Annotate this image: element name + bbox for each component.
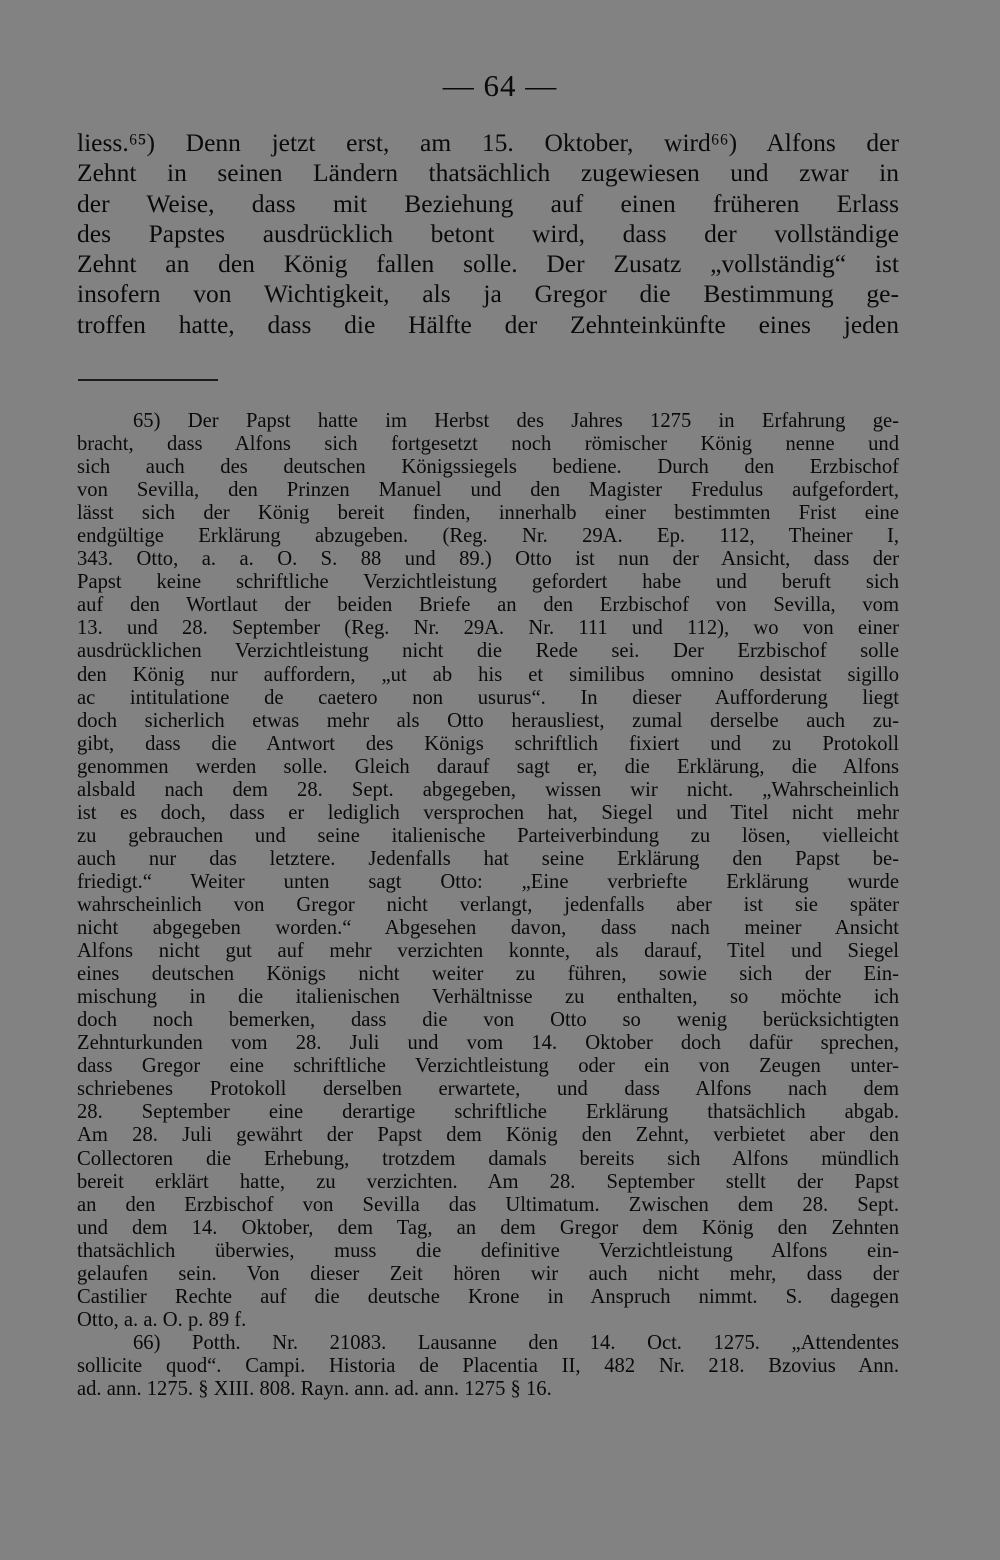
footnote-line: den König nur auffordern, „ut ab his et similibus omnino desistat sigillo	[77, 663, 899, 686]
footnote-line: Otto, a. a. O. p. 89 f.	[77, 1308, 247, 1331]
footnote-line: sollicite quod“. Campi. Historia de Placentia II, 482 Nr. 218. Bzovius Ann.	[77, 1354, 899, 1377]
footnote-line: Collectoren die Erhebung, trotzdem damals bereits sich Alfons mündlich	[77, 1147, 899, 1170]
footnote-line: bereit erklärt hatte, zu verzichten. Am 28. September stellt der Papst	[77, 1170, 899, 1193]
body-text	[77, 128, 899, 340]
footnote-line: bracht, dass Alfons sich fortgesetzt noch römischer König nenne und	[77, 433, 899, 456]
footnote-line: 343. Otto, a. a. O. S. 88 und 89.) Otto ist nun der Ansicht, dass der	[77, 548, 899, 571]
footnote-line: Am 28. Juli gewährt der Papst dem König den Zehnt, verbietet aber den	[77, 1124, 899, 1147]
footnote-line: sich auch des deutschen Königssiegels bediene. Durch den Erzbischof	[77, 456, 899, 479]
footnote-line: 65) Der Papst hatte im Herbst des Jahres 1275 in Erfahrung ge-	[133, 410, 899, 432]
body-text-line: der Weise, dass mit Beziehung auf einen früheren Erlass	[77, 188, 899, 218]
footnote-line: doch noch bemerken, dass die von Otto so wenig berücksichtigten	[77, 1009, 899, 1032]
body-text-line: insofern von Wichtigkeit, als ja Gregor die Bestimmung ge-	[77, 279, 899, 309]
footnote-line: 13. und 28. September (Reg. Nr. 29A. Nr. 111 und 112), wo von einer	[77, 617, 899, 640]
footnote-line: an den Erzbischof von Sevilla das Ultimatum. Zwischen dem 28. Sept.	[77, 1193, 899, 1216]
footnote-line: nicht abgegeben worden.“ Abgesehen davon, dass nach meiner Ansicht	[77, 917, 899, 940]
footnote-line: mischung in die italienischen Verhältnisse zu enthalten, so möchte ich	[77, 986, 899, 1009]
footnote-line: 28. September eine derartige schriftliche Erklärung thatsächlich abgab.	[77, 1101, 899, 1124]
body-text-line: Zehnt an den König fallen solle. Der Zusatz „vollständig“ ist	[77, 249, 899, 279]
footnote-separator	[78, 379, 218, 381]
footnote-line: alsbald nach dem 28. Sept. abgegeben, wissen wir nicht. „Wahrscheinlich	[77, 778, 899, 801]
footnote-line: ac intitulatione de caetero non usurus“. In dieser Aufforderung liegt	[77, 686, 899, 709]
footnote-line: auch nur das letztere. Jedenfalls hat seine Erklärung den Papst be-	[77, 847, 899, 870]
footnote-line: dass Gregor eine schriftliche Verzichtleistung oder ein von Zeugen unter-	[77, 1055, 899, 1078]
footnote-line: und dem 14. Oktober, dem Tag, an dem Gregor dem König den Zehnten	[77, 1216, 899, 1239]
footnote-line: gelaufen sein. Von dieser Zeit hören wir auch nicht mehr, dass der	[77, 1262, 899, 1285]
footnote-line: eines deutschen Königs nicht weiter zu führen, sowie sich der Ein-	[77, 963, 899, 986]
page-number: — 64 —	[442, 68, 558, 103]
footnote-line: thatsächlich überwies, muss die definitive Verzichtleistung Alfons ein-	[77, 1239, 899, 1262]
footnote-line: endgültige Erklärung abzugeben. (Reg. Nr. 29A. Ep. 112, Theiner I,	[77, 525, 899, 548]
body-text-line: des Papstes ausdrücklich betont wird, dass der vollständige	[77, 218, 899, 248]
footnote-line: genommen werden solle. Gleich darauf sagt er, die Erklärung, die Alfons	[77, 755, 899, 778]
footnote-line: gibt, dass die Antwort des Königs schriftlich fixiert und zu Protokoll	[77, 732, 899, 755]
footnote-line: schriebenes Protokoll derselben erwartete, und dass Alfons nach dem	[77, 1078, 899, 1101]
footnote-line: Papst keine schriftliche Verzichtleistung gefordert habe und beruft sich	[77, 571, 899, 594]
footnote-line: 66) Potth. Nr. 21083. Lausanne den 14. Oct. 1275. „Attendentes	[133, 1331, 899, 1354]
footnote-line: ist es doch, dass er lediglich versprochen hat, Siegel und Titel nicht mehr	[77, 801, 899, 824]
footnote-line: wahrscheinlich von Gregor nicht verlangt, jedenfalls aber ist sie später	[77, 893, 899, 916]
body-text-line: liess.⁶⁵) Denn jetzt erst, am 15. Oktober, wird⁶⁶) Alfons der	[77, 128, 899, 157]
footnote-line: doch sicherlich etwas mehr als Otto herausliest, zumal derselbe auch zu-	[77, 709, 899, 732]
footnotes	[77, 410, 899, 1401]
footnote-line: von Sevilla, den Prinzen Manuel und den Magister Fredulus aufgefordert,	[77, 479, 899, 502]
body-text-line: Zehnt in seinen Ländern thatsächlich zugewiesen und zwar in	[77, 158, 899, 188]
footnote-line: friedigt.“ Weiter unten sagt Otto: „Eine verbriefte Erklärung wurde	[77, 870, 899, 893]
footnote-line: Zehnturkunden vom 28. Juli und vom 14. Oktober doch dafür sprechen,	[77, 1032, 899, 1055]
footnote-line: ausdrücklichen Verzichtleistung nicht die Rede sei. Der Erzbischof solle	[77, 640, 899, 663]
footnote-line: lässt sich der König bereit finden, innerhalb einer bestimmten Frist eine	[77, 502, 899, 525]
body-text-line: troffen hatte, dass die Hälfte der Zehnteinkünfte eines jeden	[77, 309, 899, 339]
footnote-line: auf den Wortlaut der beiden Briefe an den Erzbischof von Sevilla, vom	[77, 594, 899, 617]
footnote-line: zu gebrauchen und seine italienische Parteiverbindung zu lösen, vielleicht	[77, 824, 899, 847]
footnote-line: Castilier Rechte auf die deutsche Krone in Anspruch nimmt. S. dagegen	[77, 1285, 899, 1308]
footnote-line: ad. ann. 1275. § XIII. 808. Rayn. ann. ad. ann. 1275 § 16.	[77, 1377, 552, 1400]
footnote-line: Alfons nicht gut auf mehr verzichten konnte, als darauf, Titel und Siegel	[77, 940, 899, 963]
